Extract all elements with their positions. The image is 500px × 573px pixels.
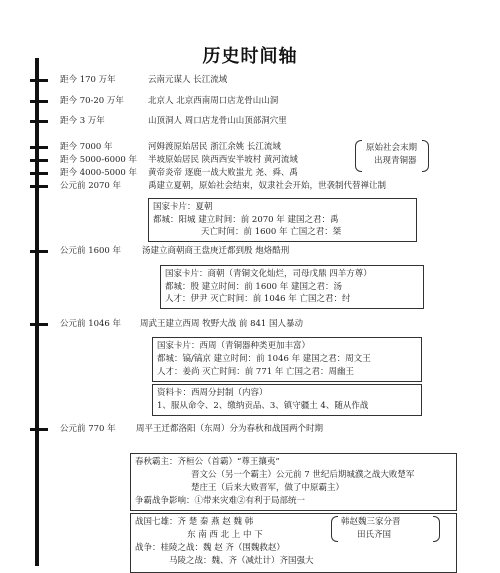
event-time: 距今 70-20 万年 <box>60 96 124 106</box>
event-text: 周平王迁都洛阳（东周）分为春秋和战国两个时期 <box>136 424 324 434</box>
event-text: 黄帝炎帝 逐鹿一战大败蚩尤 尧、舜、禹 <box>148 168 298 178</box>
fiefdom-system-card <box>152 384 422 416</box>
event-time: 距今 3 万年 <box>60 116 105 126</box>
card-line: 都城：镐/镐京 建立时间：前 1046 年 建国之君：周文王 <box>157 354 371 364</box>
tian-qi-note: 田氏齐国 <box>357 530 392 540</box>
timeline-tick <box>30 250 48 253</box>
card-line: 天亡时间：前 1600 年 亡国之君：桀 <box>201 227 342 237</box>
shang-dynasty-card <box>160 265 424 309</box>
card-line: 1、服从命令、2、缴纳贡品、3、镇守疆土 4、随从作战 <box>157 401 369 411</box>
card-line: 楚庄王（后来大败晋军，做了中原霸主） <box>191 483 345 493</box>
spring-autumn-card <box>130 453 457 511</box>
event-text: 山顶洞人 周口店龙骨山山顶部洞穴里 <box>148 116 287 126</box>
card-line: 都城：殷 建立时间：前 1600 年 建国之君：汤 <box>165 282 342 292</box>
card-line: 都城：阳城 建立时间：前 2070 年 建国之君：禹 <box>153 215 339 225</box>
warring-states-card <box>130 513 457 573</box>
timeline-tick <box>30 146 48 149</box>
primitive-note-line: 原始社会末期 <box>366 143 418 153</box>
event-time: 距今 4000-5000 年 <box>60 168 138 178</box>
event-time: 距今 7000 年 <box>60 142 113 152</box>
western-zhou-card <box>152 337 422 382</box>
card-line: 马陵之战：魏、齐（减灶计）齐国强大 <box>169 556 314 566</box>
right-brace <box>422 140 429 172</box>
three-jin-note: 韩赵魏三家分晋 <box>341 517 401 527</box>
right-brace <box>433 516 440 542</box>
event-time: 公元前 1046 年 <box>60 319 122 329</box>
card-line: 国家卡片：西周（青铜器种类更加丰富） <box>157 341 311 351</box>
event-time: 公元前 1600 年 <box>60 246 122 256</box>
event-text: 禹建立夏朝，原始社会结束，奴隶社会开始，世袭制代替禅让制 <box>148 181 387 191</box>
card-line: 国家卡片：夏朝 <box>153 202 213 212</box>
event-time: 距今 170 万年 <box>60 75 116 85</box>
left-brace <box>331 516 338 542</box>
timeline-tick <box>30 159 48 162</box>
event-time: 公元前 770 年 <box>60 424 116 434</box>
card-line: 晋文公（另一个霸主）公元前 7 世纪后期城濮之战大败楚军 <box>191 470 415 480</box>
card-line: 春秋霸主：齐桓公（首霸）“尊王攘夷” <box>135 457 280 467</box>
timeline-tick <box>30 100 48 103</box>
timeline-tick <box>30 185 48 188</box>
event-text: 周武王建立西周 牧野大战 前 841 国人暴动 <box>140 319 304 329</box>
timeline-tick <box>30 428 48 431</box>
card-line: 人才：姜尚 灭亡时间：前 771 年 亡国之君：周幽王 <box>157 367 355 377</box>
card-line: 争霸战争影响：①带来灾难②有利于局部统一 <box>135 496 306 506</box>
event-text: 汤建立商朝商王盘庚迁都到殷 炮烙酷刑 <box>142 246 290 256</box>
event-text: 河姆渡原始居民 浙江余姚 长江流域 <box>148 142 281 152</box>
event-text: 云南元谋人 长江流域 <box>148 75 228 85</box>
timeline-axis <box>35 58 39 566</box>
event-text: 北京人 北京西南周口店龙骨山山洞 <box>148 96 279 106</box>
event-text: 半坡原始居民 陕西西安半坡村 黄河流域 <box>148 155 298 165</box>
timeline-tick <box>30 79 48 82</box>
card-line: 战国七雄：齐 楚 秦 燕 赵 魏 韩 <box>135 517 254 527</box>
card-line: 国家卡片：商朝（青铜文化灿烂，司母戊鼎 四羊方尊） <box>165 269 372 279</box>
page-title: 历史时间轴 <box>202 46 298 67</box>
timeline-tick <box>30 120 48 123</box>
primitive-note-line: 出现青铜器 <box>374 156 417 166</box>
card-line: 战争：桂陵之战：魏 赵 齐（围魏救赵） <box>135 543 285 553</box>
timeline-tick <box>30 172 48 175</box>
event-time: 距今 5000-6000 年 <box>60 155 138 165</box>
card-line: 人才：伊尹 灭亡时间：前 1046 年 亡国之君：纣 <box>165 294 351 304</box>
card-line: 资料卡：西周分封制（内容） <box>157 388 268 398</box>
xia-dynasty-card <box>148 198 417 242</box>
card-line: 东 南 西 北 上 中 下 <box>187 530 263 540</box>
left-brace <box>355 140 362 172</box>
event-time: 公元前 2070 年 <box>60 181 122 191</box>
timeline-tick <box>30 323 48 326</box>
